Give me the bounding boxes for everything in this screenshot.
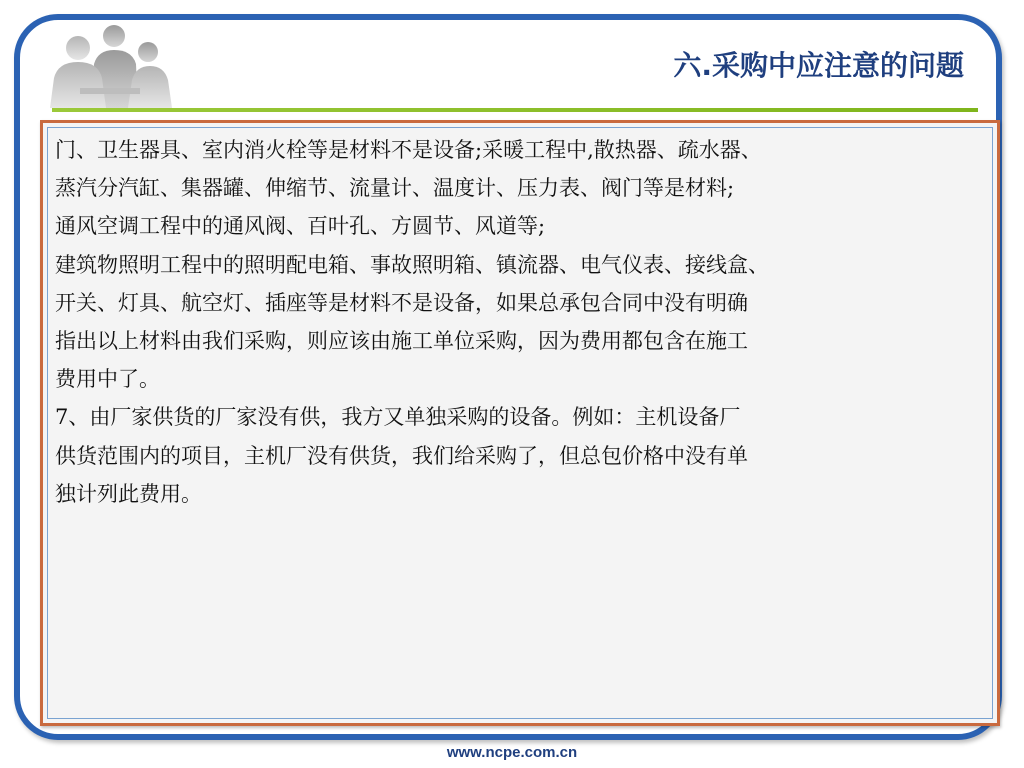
text-line: 开关、灯具、航空灯、插座等是材料不是设备，如果总承包合同中没有明确 xyxy=(55,290,748,315)
text-line: 指出以上材料由我们采购，则应该由施工单位采购，因为费用都包含在施工 xyxy=(55,328,748,353)
content-box xyxy=(40,120,1000,726)
text-line: 门、卫生器具、室内消火栓等是材料不是设备;采暖工程中,散热器、疏水器、 xyxy=(55,138,762,162)
title-divider xyxy=(52,108,978,112)
text-line: 通风空调工程中的通风阀、百叶孔、方圆节、风道等; xyxy=(55,214,546,239)
footer-url: www.ncpe.com.cn xyxy=(446,744,578,761)
body-text xyxy=(55,131,1005,513)
text-line: 独计列此费用。 xyxy=(55,481,202,506)
text-line: 建筑物照明工程中的照明配电箱、事故照明箱、镇流器、电气仪表、接线盒、 xyxy=(55,252,769,277)
text-line: 7、由厂家供货的厂家没有供，我方又单独采购的设备。例如：主机设备厂 xyxy=(55,405,741,430)
text-line: 供货范围内的项目，主机厂没有供货，我们给采购了，但总包价格中没有单 xyxy=(55,443,748,468)
text-line: 蒸汽分汽缸、集器罐、伸缩节、流量计、温度计、压力表、阀门等是材料; xyxy=(55,176,735,201)
page-title: 六.采购中应注意的问题 xyxy=(673,49,964,82)
text-line: 费用中了。 xyxy=(55,367,160,392)
business-people-icon xyxy=(40,22,174,108)
